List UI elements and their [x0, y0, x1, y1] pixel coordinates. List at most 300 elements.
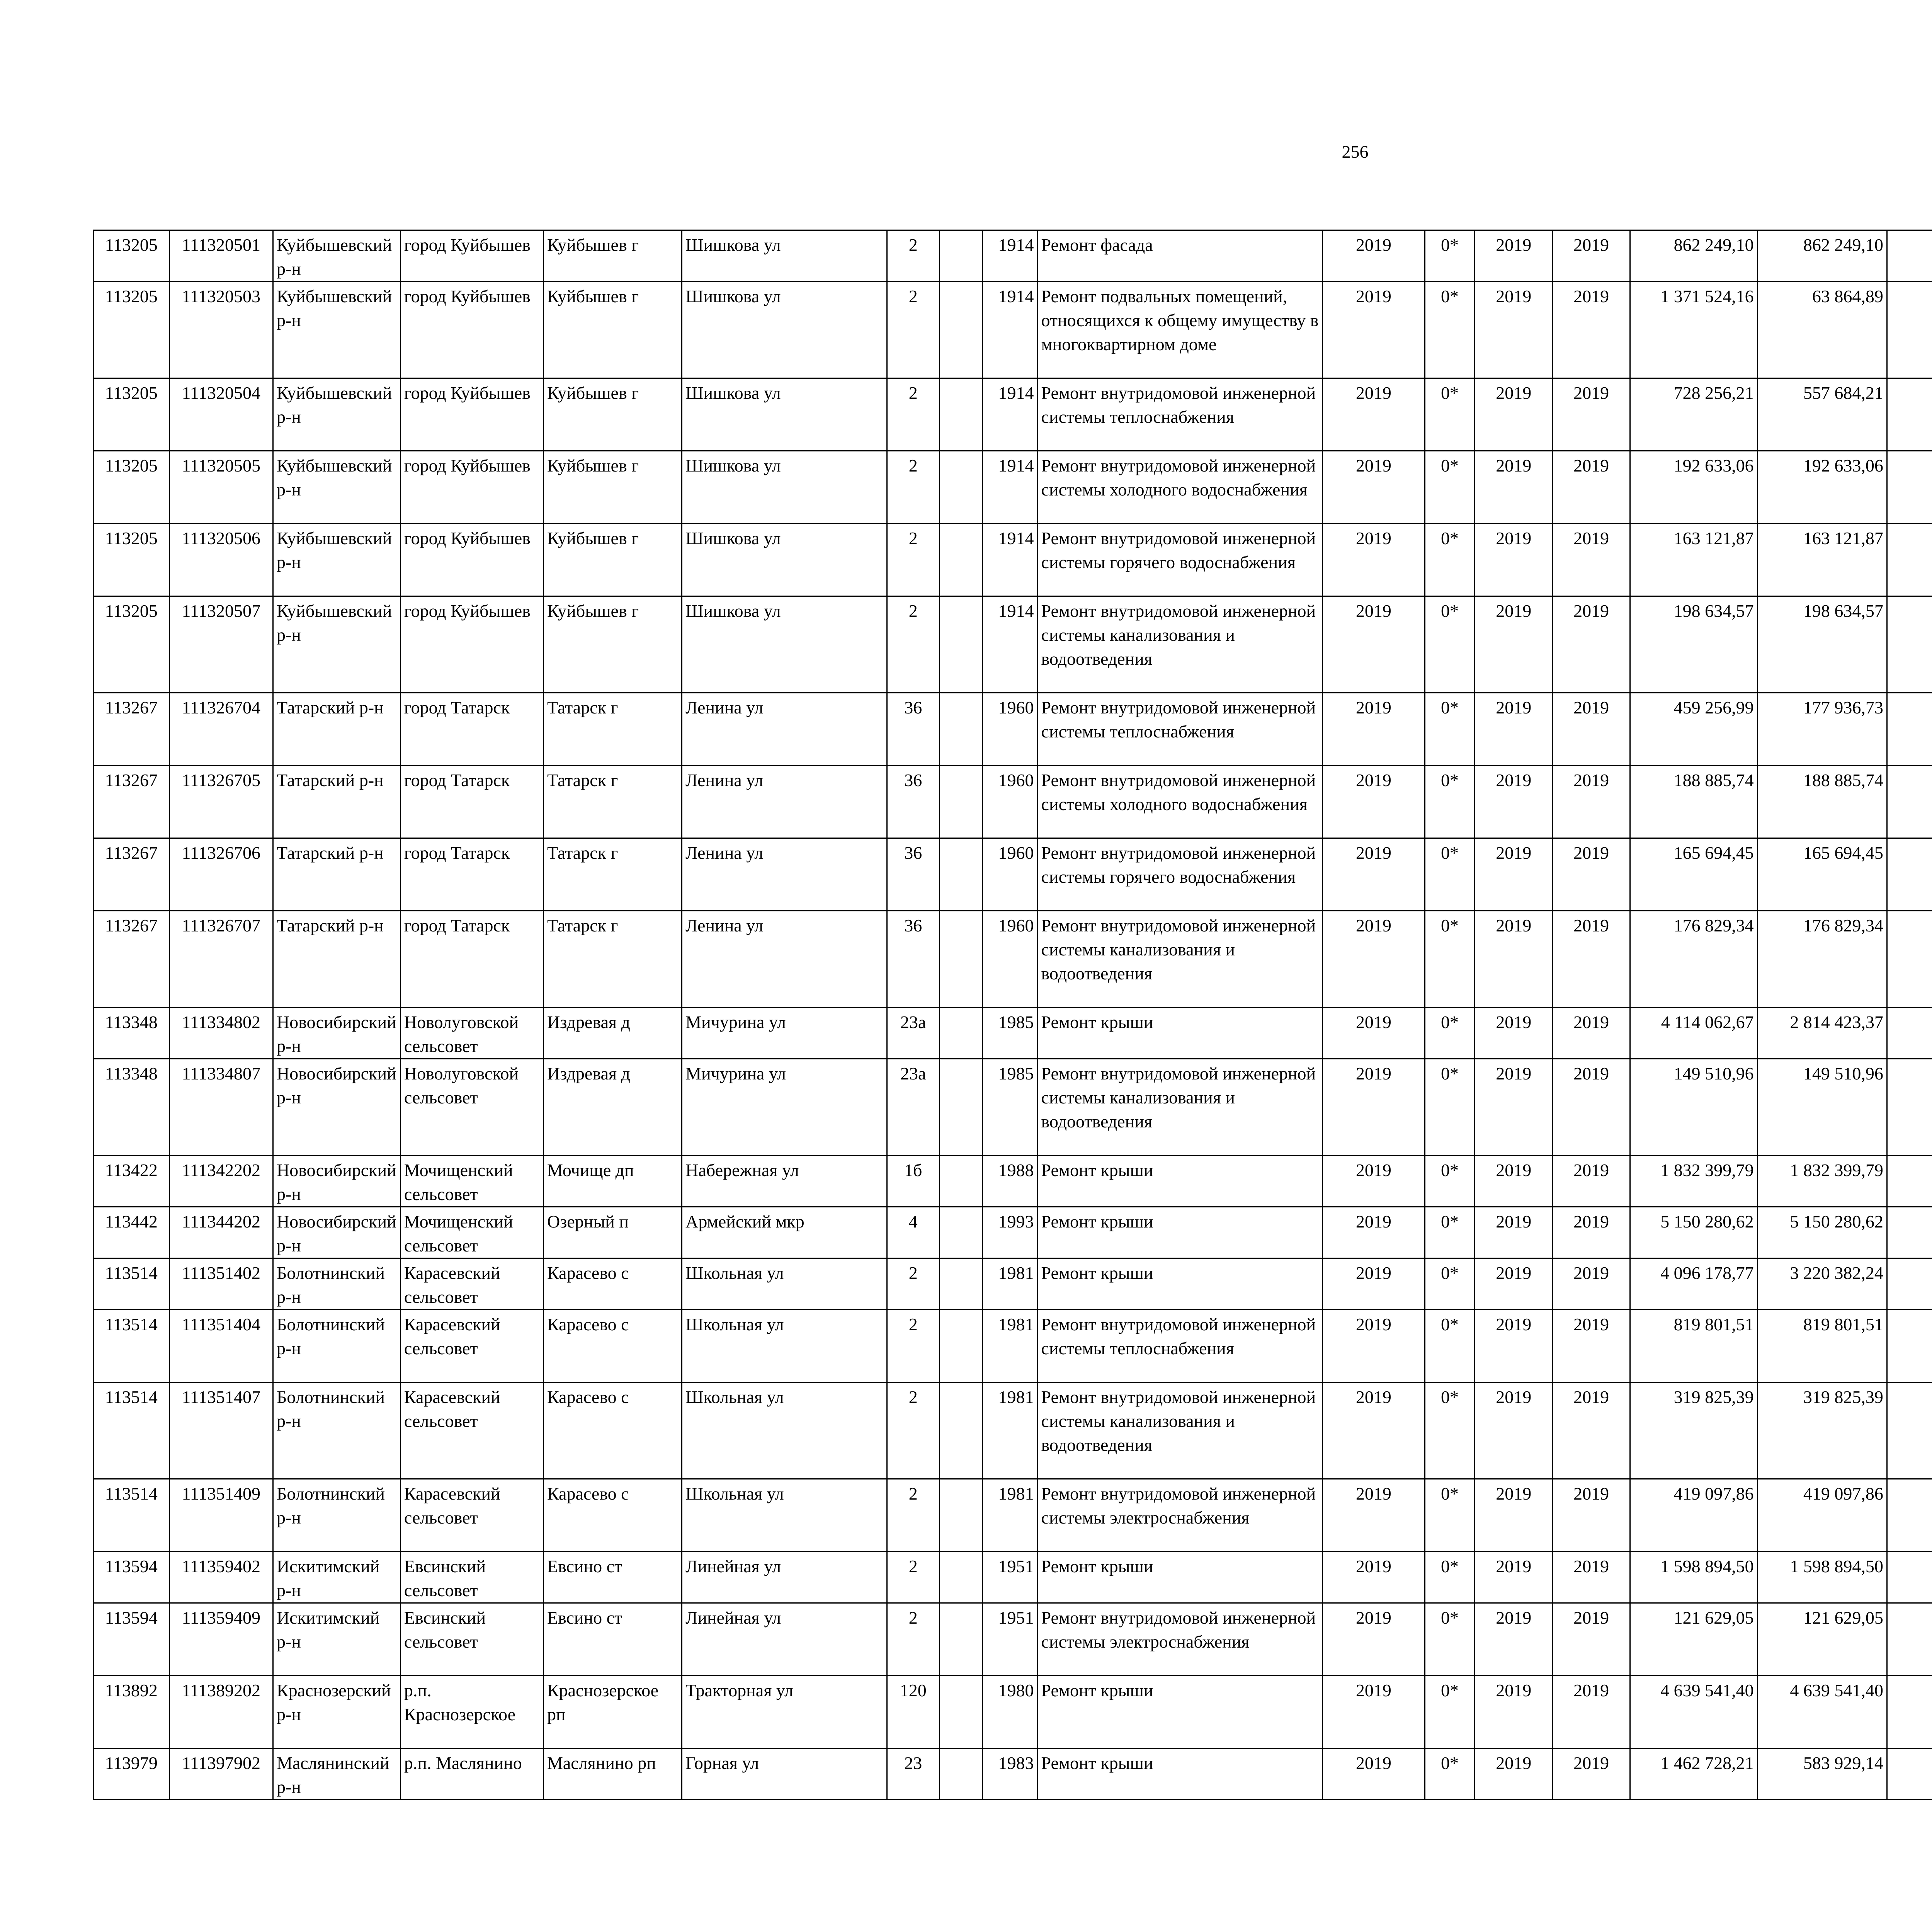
cell-municipality: р.п. Маслянино [400, 1748, 543, 1800]
cell-municipality: Евсинский сельсовет [400, 1552, 543, 1603]
cell-total: 165 694,45 [1630, 838, 1758, 911]
cell-start: 2019 [1475, 282, 1553, 378]
cell-district: Татарский р-н [273, 693, 400, 766]
cell-s1 [1887, 1059, 1932, 1156]
table-row [94, 911, 1932, 1008]
cell-district: Новосибирский р-н [273, 1059, 400, 1156]
cell-start: 2019 [1475, 1382, 1553, 1479]
cell-id: 113267 [94, 693, 170, 766]
cell-municipality: город Куйбышев [400, 524, 543, 596]
cell-c2: 0* [1425, 1479, 1475, 1552]
cell-year: 1960 [982, 911, 1037, 1008]
cell-s1 [1887, 838, 1932, 911]
cell-street: Школьная ул [682, 1382, 887, 1479]
cell-id: 113514 [94, 1258, 170, 1310]
table-row [94, 1258, 1932, 1310]
cell-start: 2019 [1475, 1059, 1553, 1156]
cell-street: Армейский мкр [682, 1207, 887, 1258]
cell-end: 2019 [1553, 911, 1630, 1008]
cell-work: Ремонт крыши [1037, 1156, 1322, 1207]
cell-end: 2019 [1553, 1479, 1630, 1552]
cell-work: Ремонт внутридомовой инженерной системы холодного водоснабжения [1037, 766, 1322, 838]
cell-locality: Евсино ст [543, 1552, 682, 1603]
cell-municipality: Карасевский сельсовет [400, 1310, 543, 1382]
cell-locality: Маслянино рп [543, 1748, 682, 1800]
cell-end: 2019 [1553, 1552, 1630, 1603]
cell-year: 1960 [982, 838, 1037, 911]
cell-locality: Куйбышев г [543, 524, 682, 596]
cell-house: 2 [887, 596, 939, 693]
cell-end: 2019 [1553, 596, 1630, 693]
cell-end: 2019 [1553, 1207, 1630, 1258]
table-row [94, 1310, 1932, 1382]
cell-c2: 0* [1425, 693, 1475, 766]
table-row [94, 1059, 1932, 1156]
cell-plan: 2019 [1323, 230, 1425, 282]
cell-end: 2019 [1553, 1382, 1630, 1479]
cell-s1 [1887, 1479, 1932, 1552]
cell-work: Ремонт крыши [1037, 1207, 1322, 1258]
cell-code: 111342202 [169, 1156, 273, 1207]
cell-fund: 198 634,57 [1757, 596, 1887, 693]
cell-street: Шишкова ул [682, 596, 887, 693]
cell-start: 2019 [1475, 1676, 1553, 1748]
cell-c2: 0* [1425, 911, 1475, 1008]
cell-s1 [1887, 451, 1932, 524]
cell-s1 [1887, 1310, 1932, 1382]
cell-municipality: Карасевский сельсовет [400, 1382, 543, 1479]
cell-street: Ленина ул [682, 693, 887, 766]
cell-start: 2019 [1475, 1207, 1553, 1258]
cell-id: 113267 [94, 766, 170, 838]
cell-bld [939, 378, 982, 451]
cell-work: Ремонт крыши [1037, 1258, 1322, 1310]
cell-id: 113514 [94, 1479, 170, 1552]
cell-bld [939, 693, 982, 766]
cell-house: 2 [887, 1552, 939, 1603]
cell-work: Ремонт крыши [1037, 1676, 1322, 1748]
cell-fund: 1 832 399,79 [1757, 1156, 1887, 1207]
cell-district: Маслянинский р-н [273, 1748, 400, 1800]
cell-locality: Татарск г [543, 911, 682, 1008]
cell-fund: 63 864,89 [1757, 282, 1887, 378]
cell-s1 [1887, 1156, 1932, 1207]
cell-s1 [1887, 1603, 1932, 1676]
cell-bld [939, 1059, 982, 1156]
cell-total: 4 114 062,67 [1630, 1008, 1758, 1059]
cell-street: Шишкова ул [682, 524, 887, 596]
cell-municipality: р.п. Краснозерское [400, 1676, 543, 1748]
cell-plan: 2019 [1323, 838, 1425, 911]
cell-id: 113594 [94, 1603, 170, 1676]
cell-end: 2019 [1553, 1748, 1630, 1800]
cell-district: Болотнинский р-н [273, 1310, 400, 1382]
cell-end: 2019 [1553, 693, 1630, 766]
cell-total: 5 150 280,62 [1630, 1207, 1758, 1258]
cell-total: 1 371 524,16 [1630, 282, 1758, 378]
cell-municipality: город Куйбышев [400, 230, 543, 282]
cell-s1 [1887, 230, 1932, 282]
cell-locality: Татарск г [543, 838, 682, 911]
cell-c2: 0* [1425, 1156, 1475, 1207]
cell-district: Куйбышевский р-н [273, 524, 400, 596]
cell-total: 163 121,87 [1630, 524, 1758, 596]
cell-c2: 0* [1425, 230, 1475, 282]
cell-municipality: город Куйбышев [400, 596, 543, 693]
cell-year: 1960 [982, 766, 1037, 838]
cell-bld [939, 524, 982, 596]
cell-total: 176 829,34 [1630, 911, 1758, 1008]
table-row [94, 282, 1932, 378]
cell-code: 111334807 [169, 1059, 273, 1156]
cell-total: 819 801,51 [1630, 1310, 1758, 1382]
cell-district: Новосибирский р-н [273, 1156, 400, 1207]
cell-code: 111326705 [169, 766, 273, 838]
cell-municipality: Мочищенский сельсовет [400, 1207, 543, 1258]
cell-code: 111320506 [169, 524, 273, 596]
cell-street: Линейная ул [682, 1552, 887, 1603]
cell-start: 2019 [1475, 1310, 1553, 1382]
cell-house: 23а [887, 1059, 939, 1156]
cell-plan: 2019 [1323, 524, 1425, 596]
cell-c2: 0* [1425, 838, 1475, 911]
cell-bld [939, 911, 982, 1008]
cell-district: Татарский р-н [273, 838, 400, 911]
cell-locality: Мочище дп [543, 1156, 682, 1207]
cell-plan: 2019 [1323, 1008, 1425, 1059]
cell-work: Ремонт внутридомовой инженерной системы теплоснабжения [1037, 378, 1322, 451]
cell-work: Ремонт внутридомовой инженерной системы горячего водоснабжения [1037, 524, 1322, 596]
cell-street: Ленина ул [682, 766, 887, 838]
cell-year: 1960 [982, 693, 1037, 766]
cell-total: 1 832 399,79 [1630, 1156, 1758, 1207]
cell-end: 2019 [1553, 838, 1630, 911]
cell-plan: 2019 [1323, 766, 1425, 838]
cell-district: Татарский р-н [273, 911, 400, 1008]
cell-c2: 0* [1425, 596, 1475, 693]
cell-start: 2019 [1475, 524, 1553, 596]
cell-plan: 2019 [1323, 282, 1425, 378]
cell-house: 2 [887, 451, 939, 524]
cell-bld [939, 230, 982, 282]
cell-locality: Карасево с [543, 1382, 682, 1479]
cell-municipality: Карасевский сельсовет [400, 1258, 543, 1310]
cell-fund: 163 121,87 [1757, 524, 1887, 596]
table-row [94, 451, 1932, 524]
cell-work: Ремонт внутридомовой инженерной системы холодного водоснабжения [1037, 451, 1322, 524]
cell-plan: 2019 [1323, 693, 1425, 766]
cell-total: 4 096 178,77 [1630, 1258, 1758, 1310]
cell-id: 113205 [94, 451, 170, 524]
cell-bld [939, 1748, 982, 1800]
cell-locality: Куйбышев г [543, 282, 682, 378]
capital-repair-table [93, 230, 1932, 1800]
cell-c2: 0* [1425, 378, 1475, 451]
cell-street: Школьная ул [682, 1258, 887, 1310]
cell-district: Болотнинский р-н [273, 1258, 400, 1310]
cell-municipality: город Татарск [400, 766, 543, 838]
cell-id: 113205 [94, 596, 170, 693]
cell-plan: 2019 [1323, 911, 1425, 1008]
cell-work: Ремонт внутридомовой инженерной системы теплоснабжения [1037, 1310, 1322, 1382]
cell-start: 2019 [1475, 838, 1553, 911]
cell-district: Новосибирский р-н [273, 1207, 400, 1258]
cell-fund: 3 220 382,24 [1757, 1258, 1887, 1310]
cell-bld [939, 451, 982, 524]
cell-plan: 2019 [1323, 1603, 1425, 1676]
cell-year: 1914 [982, 451, 1037, 524]
cell-start: 2019 [1475, 1603, 1553, 1676]
cell-id: 113348 [94, 1059, 170, 1156]
cell-c2: 0* [1425, 282, 1475, 378]
cell-district: Куйбышевский р-н [273, 378, 400, 451]
cell-work: Ремонт внутридомовой инженерной системы электроснабжения [1037, 1479, 1322, 1552]
cell-fund: 176 829,34 [1757, 911, 1887, 1008]
cell-s1 [1887, 766, 1932, 838]
cell-c2: 0* [1425, 1207, 1475, 1258]
cell-municipality: город Куйбышев [400, 282, 543, 378]
cell-year: 1951 [982, 1603, 1037, 1676]
cell-code: 111326704 [169, 693, 273, 766]
cell-s1 [1887, 1258, 1932, 1310]
cell-street: Школьная ул [682, 1310, 887, 1382]
cell-start: 2019 [1475, 1008, 1553, 1059]
cell-district: Татарский р-н [273, 766, 400, 838]
cell-end: 2019 [1553, 1603, 1630, 1676]
cell-c2: 0* [1425, 1258, 1475, 1310]
cell-district: Куйбышевский р-н [273, 282, 400, 378]
cell-fund: 188 885,74 [1757, 766, 1887, 838]
cell-house: 23 [887, 1748, 939, 1800]
cell-year: 1914 [982, 524, 1037, 596]
cell-municipality: город Татарск [400, 693, 543, 766]
cell-house: 36 [887, 911, 939, 1008]
cell-fund: 192 633,06 [1757, 451, 1887, 524]
cell-house: 2 [887, 1479, 939, 1552]
cell-plan: 2019 [1323, 451, 1425, 524]
cell-start: 2019 [1475, 766, 1553, 838]
cell-house: 2 [887, 1258, 939, 1310]
cell-year: 1981 [982, 1258, 1037, 1310]
cell-house: 2 [887, 282, 939, 378]
cell-code: 111320504 [169, 378, 273, 451]
cell-fund: 5 150 280,62 [1757, 1207, 1887, 1258]
cell-end: 2019 [1553, 524, 1630, 596]
cell-c2: 0* [1425, 451, 1475, 524]
cell-locality: Евсино ст [543, 1603, 682, 1676]
cell-id: 113267 [94, 911, 170, 1008]
cell-plan: 2019 [1323, 1156, 1425, 1207]
cell-bld [939, 766, 982, 838]
cell-municipality: город Куйбышев [400, 451, 543, 524]
cell-year: 1914 [982, 596, 1037, 693]
cell-house: 2 [887, 1603, 939, 1676]
cell-s1 [1887, 1382, 1932, 1479]
cell-s1 [1887, 911, 1932, 1008]
cell-work: Ремонт внутридомовой инженерной системы горячего водоснабжения [1037, 838, 1322, 911]
cell-code: 111397902 [169, 1748, 273, 1800]
cell-locality: Куйбышев г [543, 230, 682, 282]
table-row [94, 693, 1932, 766]
cell-code: 111351407 [169, 1382, 273, 1479]
cell-year: 1981 [982, 1382, 1037, 1479]
cell-municipality: Евсинский сельсовет [400, 1603, 543, 1676]
cell-s1 [1887, 1748, 1932, 1800]
cell-id: 113892 [94, 1676, 170, 1748]
cell-work: Ремонт внутридомовой инженерной системы канализования и водоотведения [1037, 1382, 1322, 1479]
cell-house: 23а [887, 1008, 939, 1059]
cell-code: 111320505 [169, 451, 273, 524]
cell-bld [939, 596, 982, 693]
cell-s1 [1887, 1676, 1932, 1748]
table-row [94, 1676, 1932, 1748]
cell-end: 2019 [1553, 1156, 1630, 1207]
cell-total: 121 629,05 [1630, 1603, 1758, 1676]
cell-municipality: Новолуговской сельсовет [400, 1059, 543, 1156]
cell-id: 113442 [94, 1207, 170, 1258]
cell-total: 188 885,74 [1630, 766, 1758, 838]
cell-work: Ремонт крыши [1037, 1552, 1322, 1603]
cell-locality: Куйбышев г [543, 378, 682, 451]
cell-s1 [1887, 282, 1932, 378]
cell-c2: 0* [1425, 1603, 1475, 1676]
cell-code: 111359402 [169, 1552, 273, 1603]
cell-year: 1988 [982, 1156, 1037, 1207]
cell-plan: 2019 [1323, 1059, 1425, 1156]
cell-code: 111389202 [169, 1676, 273, 1748]
cell-start: 2019 [1475, 230, 1553, 282]
cell-street: Мичурина ул [682, 1059, 887, 1156]
cell-c2: 0* [1425, 766, 1475, 838]
cell-total: 149 510,96 [1630, 1059, 1758, 1156]
cell-house: 2 [887, 1310, 939, 1382]
cell-code: 111351404 [169, 1310, 273, 1382]
cell-street: Линейная ул [682, 1603, 887, 1676]
cell-fund: 557 684,21 [1757, 378, 1887, 451]
cell-bld [939, 1603, 982, 1676]
cell-fund: 1 598 894,50 [1757, 1552, 1887, 1603]
cell-municipality: Мочищенский сельсовет [400, 1156, 543, 1207]
cell-bld [939, 1310, 982, 1382]
cell-district: Болотнинский р-н [273, 1382, 400, 1479]
cell-start: 2019 [1475, 1258, 1553, 1310]
table-row [94, 524, 1932, 596]
cell-start: 2019 [1475, 451, 1553, 524]
table-row [94, 1382, 1932, 1479]
cell-street: Ленина ул [682, 838, 887, 911]
cell-district: Куйбышевский р-н [273, 596, 400, 693]
cell-district: Искитимский р-н [273, 1603, 400, 1676]
cell-plan: 2019 [1323, 1207, 1425, 1258]
cell-work: Ремонт внутридомовой инженерной системы канализования и водоотведения [1037, 596, 1322, 693]
cell-plan: 2019 [1323, 1258, 1425, 1310]
cell-plan: 2019 [1323, 596, 1425, 693]
cell-s1 [1887, 693, 1932, 766]
cell-bld [939, 1382, 982, 1479]
cell-fund: 319 825,39 [1757, 1382, 1887, 1479]
cell-house: 4 [887, 1207, 939, 1258]
cell-locality: Куйбышев г [543, 451, 682, 524]
cell-plan: 2019 [1323, 1310, 1425, 1382]
cell-s1 [1887, 596, 1932, 693]
cell-total: 319 825,39 [1630, 1382, 1758, 1479]
cell-code: 111334802 [169, 1008, 273, 1059]
cell-bld [939, 1676, 982, 1748]
cell-start: 2019 [1475, 693, 1553, 766]
cell-code: 111344202 [169, 1207, 273, 1258]
cell-id: 113205 [94, 524, 170, 596]
cell-locality: Краснозерское рп [543, 1676, 682, 1748]
cell-work: Ремонт внутридомовой инженерной системы теплоснабжения [1037, 693, 1322, 766]
cell-fund: 4 639 541,40 [1757, 1676, 1887, 1748]
cell-bld [939, 1479, 982, 1552]
table-row [94, 1748, 1932, 1800]
cell-id: 113205 [94, 230, 170, 282]
table-row [94, 1552, 1932, 1603]
cell-end: 2019 [1553, 766, 1630, 838]
cell-code: 111326706 [169, 838, 273, 911]
cell-year: 1914 [982, 230, 1037, 282]
cell-year: 1980 [982, 1676, 1037, 1748]
cell-code: 111320507 [169, 596, 273, 693]
cell-locality: Издревая д [543, 1008, 682, 1059]
cell-id: 113348 [94, 1008, 170, 1059]
cell-s1 [1887, 524, 1932, 596]
cell-id: 113205 [94, 378, 170, 451]
page-number: 256 [1342, 142, 1369, 162]
cell-year: 1985 [982, 1008, 1037, 1059]
cell-code: 111359409 [169, 1603, 273, 1676]
cell-code: 111351409 [169, 1479, 273, 1552]
cell-start: 2019 [1475, 1552, 1553, 1603]
cell-total: 192 633,06 [1630, 451, 1758, 524]
cell-district: Краснозерский р-н [273, 1676, 400, 1748]
cell-plan: 2019 [1323, 1676, 1425, 1748]
cell-total: 198 634,57 [1630, 596, 1758, 693]
cell-id: 113267 [94, 838, 170, 911]
cell-district: Куйбышевский р-н [273, 451, 400, 524]
cell-locality: Издревая д [543, 1059, 682, 1156]
cell-end: 2019 [1553, 451, 1630, 524]
cell-end: 2019 [1553, 282, 1630, 378]
cell-work: Ремонт крыши [1037, 1008, 1322, 1059]
cell-start: 2019 [1475, 1748, 1553, 1800]
cell-c2: 0* [1425, 1382, 1475, 1479]
cell-work: Ремонт внутридомовой инженерной системы канализования и водоотведения [1037, 1059, 1322, 1156]
cell-street: Шишкова ул [682, 230, 887, 282]
cell-fund: 419 097,86 [1757, 1479, 1887, 1552]
cell-c2: 0* [1425, 1059, 1475, 1156]
cell-bld [939, 1156, 982, 1207]
cell-locality: Карасево с [543, 1479, 682, 1552]
cell-district: Болотнинский р-н [273, 1479, 400, 1552]
cell-start: 2019 [1475, 378, 1553, 451]
cell-house: 36 [887, 766, 939, 838]
cell-district: Искитимский р-н [273, 1552, 400, 1603]
cell-street: Школьная ул [682, 1479, 887, 1552]
cell-municipality: Новолуговской сельсовет [400, 1008, 543, 1059]
cell-c2: 0* [1425, 1676, 1475, 1748]
cell-district: Новосибирский р-н [273, 1008, 400, 1059]
cell-house: 36 [887, 838, 939, 911]
cell-fund: 165 694,45 [1757, 838, 1887, 911]
cell-fund: 583 929,14 [1757, 1748, 1887, 1800]
cell-work: Ремонт внутридомовой инженерной системы электроснабжения [1037, 1603, 1322, 1676]
cell-bld [939, 282, 982, 378]
cell-c2: 0* [1425, 1008, 1475, 1059]
cell-total: 419 097,86 [1630, 1479, 1758, 1552]
cell-work: Ремонт подвальных помещений, относящихся к общему имуществу в многоквартирном доме [1037, 282, 1322, 378]
